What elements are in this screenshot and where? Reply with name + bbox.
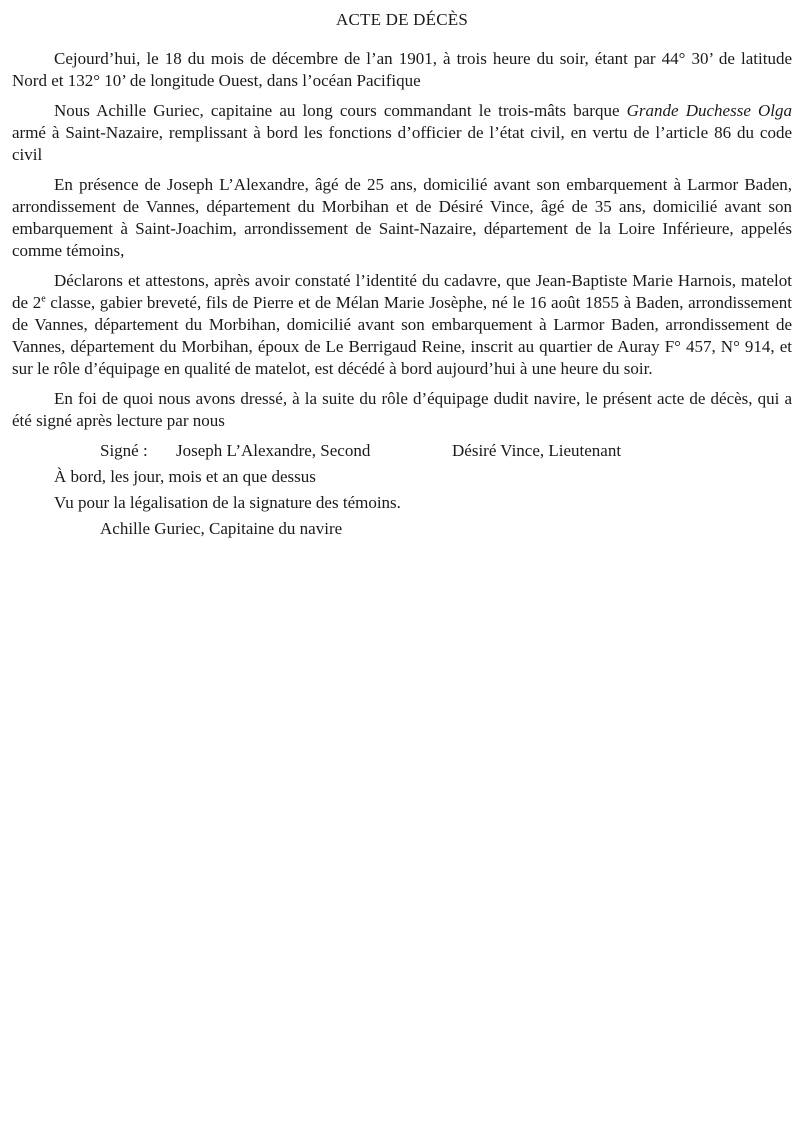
paragraph-declaration: [12, 270, 792, 380]
ship-name: Grande Duchesse Olga: [626, 101, 792, 120]
ordinal-superscript: e: [41, 293, 46, 305]
document-title: ACTE DE DÉCÈS: [336, 10, 468, 29]
signature-second: Joseph L’Alexandre, Second: [176, 441, 371, 460]
signatures-row: [12, 440, 792, 462]
captain-signature: Achille Guriec, Capitaine du navire: [100, 519, 343, 538]
paragraph-attestation: En foi de quoi nous avons dressé, à la suite du rôle d’équipage dudit navire, le présent acte de décès, qui a été signé après lecture par nous: [12, 389, 792, 430]
signature-lieutenant: Désiré Vince, Lieutenant: [452, 441, 622, 460]
paragraph-declaration-rest: classe, gabier breveté, fils de Pierre et de Mélan Marie Josèphe, né le 16 août 1855 à Baden, arrondissement de Vannes, département du Morbihan, domicilié avant son embarquement à Larmor Baden, arrondissement de Vannes, département du Morbihan, époux de Le Berrigaud Reine, inscrit au quartier de Auray F° 457, N° 914, et sur le rôle d’équipage en qualité de matelot, est décédé à bord aujourd’hui à une heure du soir.: [12, 293, 792, 378]
paragraph-captain-rest: armé à Saint-Nazaire, remplissant à bord les fonctions d’officier de l’état civil, en vertu de l’article 86 du code civil: [12, 123, 792, 164]
death-certificate-document: [12, 10, 792, 544]
paragraph-date-position: Cejourd’hui, le 18 du mois de décembre de l’an 1901, à trois heure du soir, étant par 44° 30’ de latitude Nord et 132° 10’ de longitude Ouest, dans l’océan Pacifique: [12, 49, 792, 90]
on-board-line: À bord, les jour, mois et an que dessus: [54, 467, 316, 486]
paragraph-captain: [12, 100, 792, 166]
paragraph-declaration-intro: Déclarons et attestons, après avoir constaté l’identité du cadavre, que Jean-Baptiste Marie Harnois, matelot de 2: [12, 271, 792, 312]
legalisation-line: Vu pour la légalisation de la signature des témoins.: [54, 493, 401, 512]
signature-label: Signé :: [100, 441, 148, 460]
paragraph-witnesses: En présence de Joseph L’Alexandre, âgé de 25 ans, domicilié avant son embarquement à Larmor Baden, arrondissement de Vannes, département du Morbihan et de Désiré Vince, âgé de 35 ans, domicilié avant son embarquement à Saint-Joachim, arrondissement de Saint-Nazaire, département de la Loire Inférieure, appelés comme témoins,: [12, 175, 792, 260]
paragraph-captain-intro: Nous Achille Guriec, capitaine au long cours commandant le trois-mâts barque: [54, 101, 627, 120]
